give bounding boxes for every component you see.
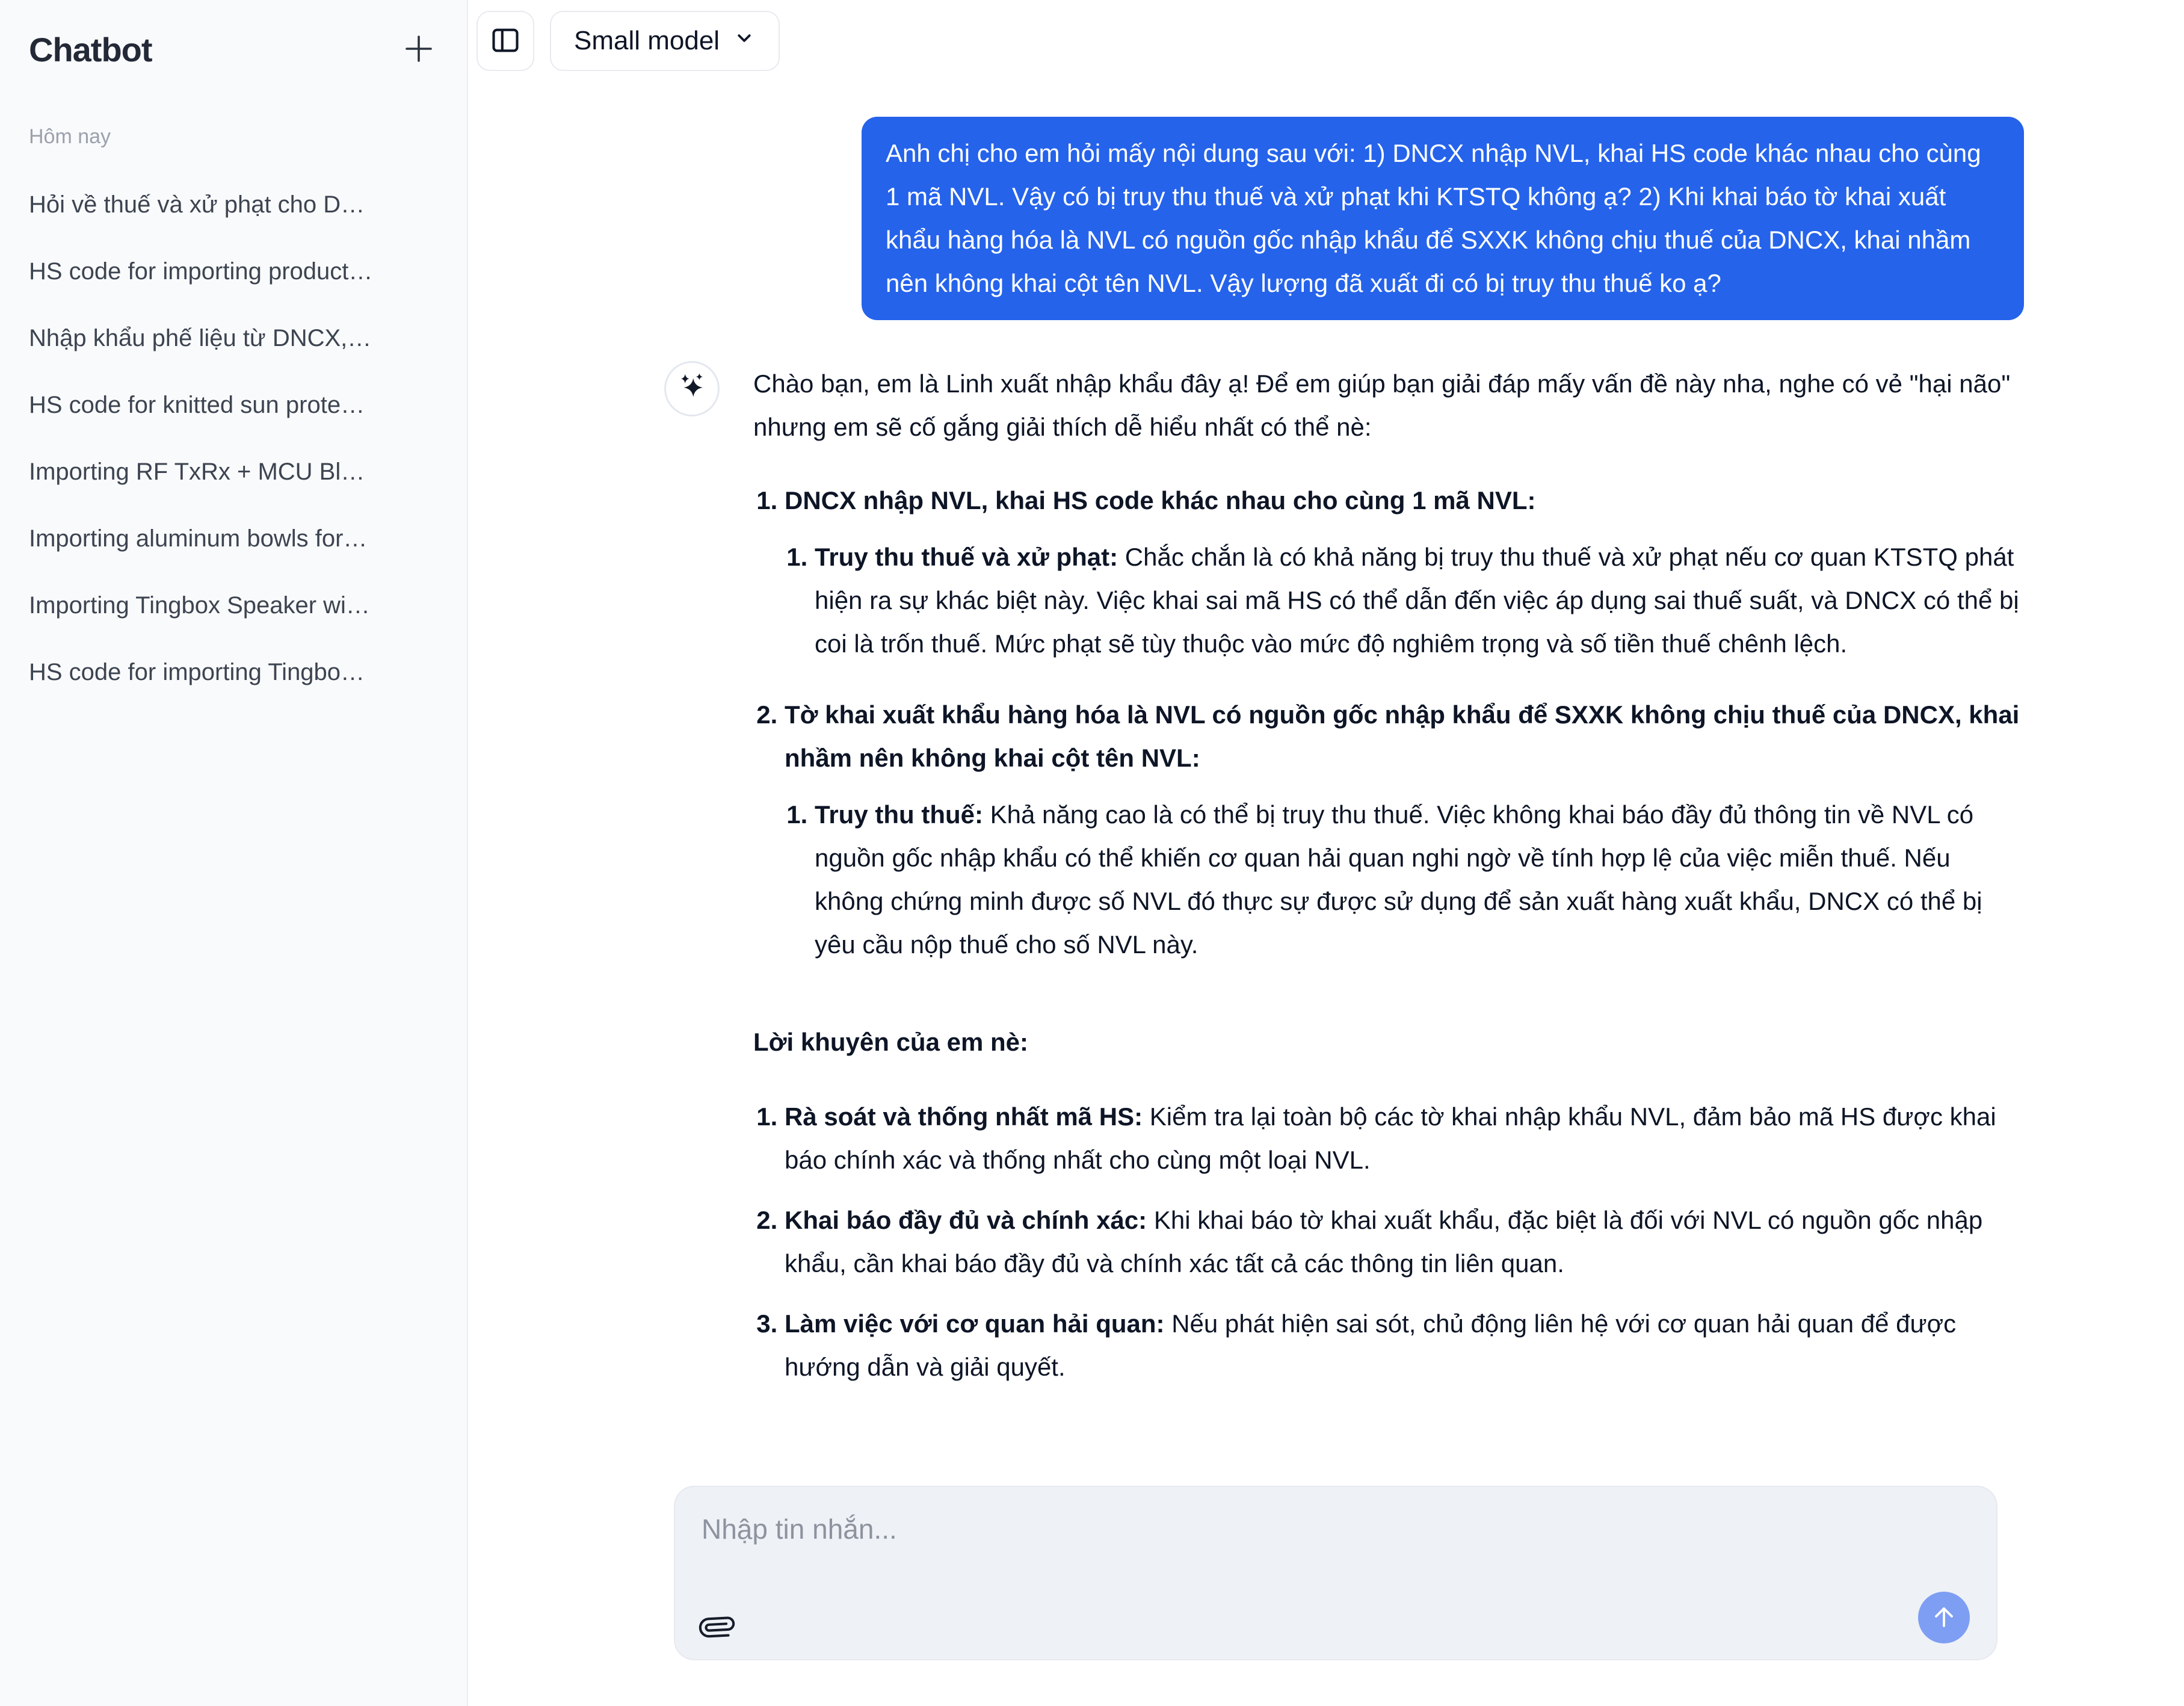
issues-list (753, 479, 2024, 966)
advice-lead: Rà soát và thống nhất mã HS: (785, 1102, 1143, 1131)
message-area (468, 71, 2184, 1486)
advice-heading: Lời khuyên của em nè: (753, 1028, 1028, 1056)
sidebar (0, 0, 468, 1706)
list-item (815, 793, 2024, 966)
plus-icon (403, 32, 435, 67)
issue-sublist (785, 793, 2024, 966)
user-message-bubble: Anh chị cho em hỏi mấy nội dung sau với: 1) DNCX nhập NVL, khai HS code khác nhau cho cùng 1 mã NVL. Vậy có bị truy thu thuế và xử phạt khi KTSTQ không ạ? 2) Khi khai báo tờ khai xuất khẩu hàng hóa là NVL có nguồn gốc nhập khẩu để SXXK không chịu thuế của DNCX, khai nhầm nên không khai cột tên NVL. Vậy lượng đã xuất đi có bị truy thu thuế ko ạ? (862, 117, 2024, 320)
advice-text: Nếu phát hiện sai sót, chủ động liên hệ với cơ quan hải quan để được hướng dẫn và giải quyết. (785, 1309, 1957, 1381)
list-item (785, 1199, 2024, 1285)
attach-file-button[interactable] (697, 1605, 738, 1651)
sidebar-item-chat[interactable]: HS code for importing Tingbo… (29, 659, 365, 685)
model-selector[interactable] (550, 11, 780, 71)
point-text: Khả năng cao là có thể bị truy thu thuế. Việc không khai báo đầy đủ thông tin về NVL có nguồn gốc nhập khẩu có thể khiến cơ quan hải quan nghi ngờ về tính hợp lệ của việc miễn thuế. Nếu không chứng minh được số NVL đó thực sự được sử dụng để sản xuất hàng xuất khẩu, DNCX có thể bị yêu cầu nộp thuế cho số NVL này. (815, 800, 1982, 959)
arrow-up-icon (1930, 1602, 1958, 1633)
point-lead: Truy thu thuế: (815, 800, 983, 829)
list-item (815, 536, 2024, 666)
sidebar-toggle-button[interactable] (477, 11, 534, 71)
chevron-down-icon (733, 26, 756, 56)
sidebar-item-chat[interactable]: Nhập khẩu phế liệu từ DNCX,… (29, 325, 372, 351)
composer (674, 1486, 1997, 1660)
assistant-message-body (753, 357, 2024, 1406)
history-section-label: Hôm nay (29, 125, 111, 148)
sidebar-item-chat[interactable]: Importing RF TxRx + MCU Bl… (29, 459, 365, 485)
list-item (785, 693, 2024, 966)
sidebar-item-chat[interactable]: HS code for knitted sun prote… (29, 392, 365, 418)
list-item (785, 479, 2024, 666)
new-chat-button[interactable] (399, 30, 438, 69)
issue-heading: Tờ khai xuất khẩu hàng hóa là NVL có nguồn gốc nhập khẩu để SXXK không chịu thuế của DNCX, khai nhầm nên không khai cột tên NVL: (785, 700, 2020, 772)
advice-lead: Làm việc với cơ quan hải quan: (785, 1309, 1165, 1338)
message-input[interactable] (675, 1487, 1996, 1659)
panel-left-icon (490, 25, 521, 58)
app-title: Chatbot (29, 30, 152, 69)
sidebar-item-chat[interactable]: Importing Tingbox Speaker wi… (29, 592, 370, 619)
list-item (785, 1095, 2024, 1182)
paperclip-icon (700, 1610, 735, 1646)
sidebar-header (29, 24, 438, 75)
point-text: Chắc chắn là có khả năng bị truy thu thuế và xử phạt nếu cơ quan KTSTQ phát hiện ra sự khác biệt này. Việc khai sai mã HS có thể dẫn đến việc áp dụng sai thuế suất, và DNCX có thể bị coi là trốn thuế. Mức phạt sẽ tùy thuộc vào mức độ nghiêm trọng và số tiền thuế chênh lệch. (815, 543, 2019, 658)
sidebar-item-chat[interactable]: HS code for importing product… (29, 258, 373, 285)
user-message-row (664, 117, 2024, 320)
chat-history-list (29, 172, 438, 706)
topbar (468, 0, 2184, 71)
sidebar-item-chat[interactable]: Hỏi về thuế và xử phạt cho D… (29, 191, 365, 218)
list-item (785, 1302, 2024, 1389)
point-lead: Truy thu thuế và xử phạt: (815, 543, 1118, 571)
advice-lead: Khai báo đầy đủ và chính xác: (785, 1206, 1147, 1234)
assistant-avatar (664, 361, 720, 416)
assistant-intro: Chào bạn, em là Linh xuất nhập khẩu đây ạ! Để em giúp bạn giải đáp mấy vấn đề này nha, nghe có vẻ "hại não" nhưng em sẽ cố gắng giải thích dễ hiểu nhất có thể nè: (753, 369, 2011, 441)
model-selector-label: Small model (574, 26, 720, 55)
sparkles-icon (676, 371, 708, 407)
issue-heading: DNCX nhập NVL, khai HS code khác nhau cho cùng 1 mã NVL: (785, 486, 1536, 515)
assistant-message-row (664, 357, 2024, 1406)
advice-text: Khi khai báo tờ khai xuất khẩu, đặc biệt là đối với NVL có nguồn gốc nhập khẩu, cần khai báo đầy đủ và chính xác tất cả các thông tin liên quan. (785, 1206, 1983, 1278)
chat-main (468, 0, 2184, 1706)
advice-text: Kiểm tra lại toàn bộ các tờ khai nhập khẩu NVL, đảm bảo mã HS được khai báo chính xác và thống nhất cho cùng một loại NVL. (785, 1102, 1996, 1174)
send-button[interactable] (1918, 1592, 1970, 1643)
advice-list (753, 1095, 2024, 1389)
sidebar-item-chat[interactable]: Importing aluminum bowls for… (29, 525, 368, 552)
issue-sublist (785, 536, 2024, 666)
